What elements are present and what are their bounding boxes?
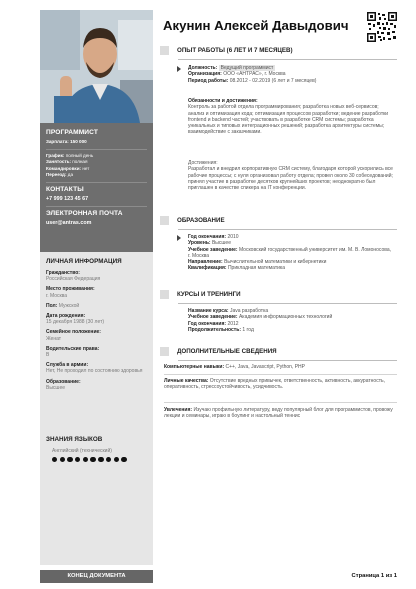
contacts-title: КОНТАКТЫ [46, 186, 84, 194]
language-level-dots [46, 457, 150, 462]
section-rule [178, 229, 397, 230]
extra-title: ДОПОЛНИТЕЛЬНЫЕ СВЕДЕНИЯ [160, 347, 277, 356]
trips-line: Командировки: нет [46, 165, 90, 171]
level-dot [83, 457, 88, 462]
phone-number[interactable]: +7 999 123 45 67 [46, 196, 89, 203]
courses-title: КУРСЫ И ТРЕНИНГИ [160, 290, 241, 299]
profile-photo [40, 10, 153, 123]
salary-line: Зарплата: 150 000 [46, 139, 87, 144]
email-title: ЭЛЕКТРОННАЯ ПОЧТА [46, 210, 123, 218]
personal-info-title: ЛИЧНАЯ ИНФОРМАЦИЯ [46, 258, 122, 265]
divider [164, 402, 397, 403]
personal-item: Семейное положение: Женат [46, 329, 101, 342]
section-rule [178, 360, 397, 361]
level-dot [114, 457, 119, 462]
section-marker [160, 46, 169, 55]
divider [46, 182, 147, 183]
computer-skills: Компьютерные навыки: C++, Java, Javascript, Python, PHP [164, 364, 305, 370]
email-address[interactable]: user@antras.com [46, 220, 92, 227]
personal-item: Дата рождения: 15 декабря 1988 (30 лет) [46, 313, 105, 326]
position-title: ПРОГРАММИСТ [46, 129, 98, 136]
personal-item: Водительские права: B [46, 345, 100, 359]
hobbies: Увлечения: Изучаю профильную литературу, веду популярный блог для программистов, провожу лекции и семинары, играю в боулинг и настольный теннис [164, 407, 393, 420]
section-rule [178, 59, 397, 60]
personal-item: Образование: Высшее [46, 378, 81, 391]
level-dot [121, 457, 126, 462]
level-dot [90, 457, 95, 462]
schedule-line: График: полный день [46, 153, 94, 159]
section-rule [178, 303, 397, 304]
level-dot [60, 457, 65, 462]
full-name: Акунин Алексей Давыдович [163, 18, 349, 33]
page-number: Страница 1 из 1 [351, 573, 397, 579]
personal-item: Гражданство: Российская Федерация [46, 270, 101, 283]
personal-item: Служба в армии: Нет, Не проходил по состоянию здоровья [46, 362, 143, 375]
level-dot [75, 457, 80, 462]
language-name: Английский (технический) [52, 448, 112, 454]
personal-info [46, 258, 150, 395]
divider [164, 374, 397, 375]
level-dot [67, 457, 72, 462]
section-marker [160, 347, 169, 356]
languages-title: ЗНАНИЯ ЯЗЫКОВ [46, 436, 103, 443]
course-entry: Название курса: Java разработка Учебное заведение: Академия информационных технологий Год окончания: 2012 Продолжительность: 1 год [188, 308, 333, 333]
personal-item: Пол: Мужской [46, 302, 80, 309]
sidebar [40, 10, 153, 565]
divider [46, 149, 147, 150]
achievements: Достижения: Разработал и внедрил корпоративную CRM систему, благодаря которой ускорились все рабочие процессы; с нуля организовал работу отдела; провел около 30 собеседований; принял участие в разработке десятков крупнейших проектов; неоднократно был приглашен в качестве спикера на IT конференции. [188, 160, 393, 192]
education-entry: Год окончания: 2010 Уровень: Высшее Учебное заведение: Московский государственный университет им. М. В. Ломоносова, г. Москва Направление: Вычислительной математики и кибернетики Квалификация: Прикладная математика [188, 234, 392, 272]
end-of-document: КОНЕЦ ДОКУМЕНТА [40, 570, 153, 583]
bullet-triangle-icon [177, 66, 181, 72]
section-marker [160, 216, 169, 225]
personal-item: Место проживания: г. Москва [46, 286, 95, 299]
personal-qualities: Личные качества: Отсутствие вредных привычек, ответственность, активность, аккуратность, оперативность, стрессоустойчивость, усидчивость. [164, 378, 385, 391]
level-dot [52, 457, 57, 462]
level-dot [98, 457, 103, 462]
duties: Обязанности и достижения: Контроль за работой отдела программирования; разработка новых веб-сервисов; анализ и оптимизация кода; оптимизация процессов разработки; ведение разработки frontend и backend частей; участвовать в разработке CRM системы; разработка уникальных и типовых интеграционных решений; разработка архитектуры системы; взаимодействие с заказчиками. [188, 98, 389, 136]
divider [46, 206, 147, 207]
languages [46, 436, 150, 462]
bullet-triangle-icon [177, 235, 181, 241]
education-title: ОБРАЗОВАНИЕ [160, 216, 225, 225]
section-marker [160, 290, 169, 299]
job-entry: Должность: Ведущий программист Организация: ООО «АНТРАС», г. Москва Период работы: 08.2012 - 02.2019 (6 лет и 7 месяцев) [188, 65, 317, 84]
relocation-line: Переезд: да [46, 171, 74, 177]
level-dot [106, 457, 111, 462]
job-summary [40, 123, 153, 252]
employment-line: Занятость: полная [46, 159, 88, 165]
qr-code-icon [367, 12, 397, 42]
experience-title: ОПЫТ РАБОТЫ (6 ЛЕТ И 7 МЕСЯЦЕВ) [160, 46, 293, 55]
